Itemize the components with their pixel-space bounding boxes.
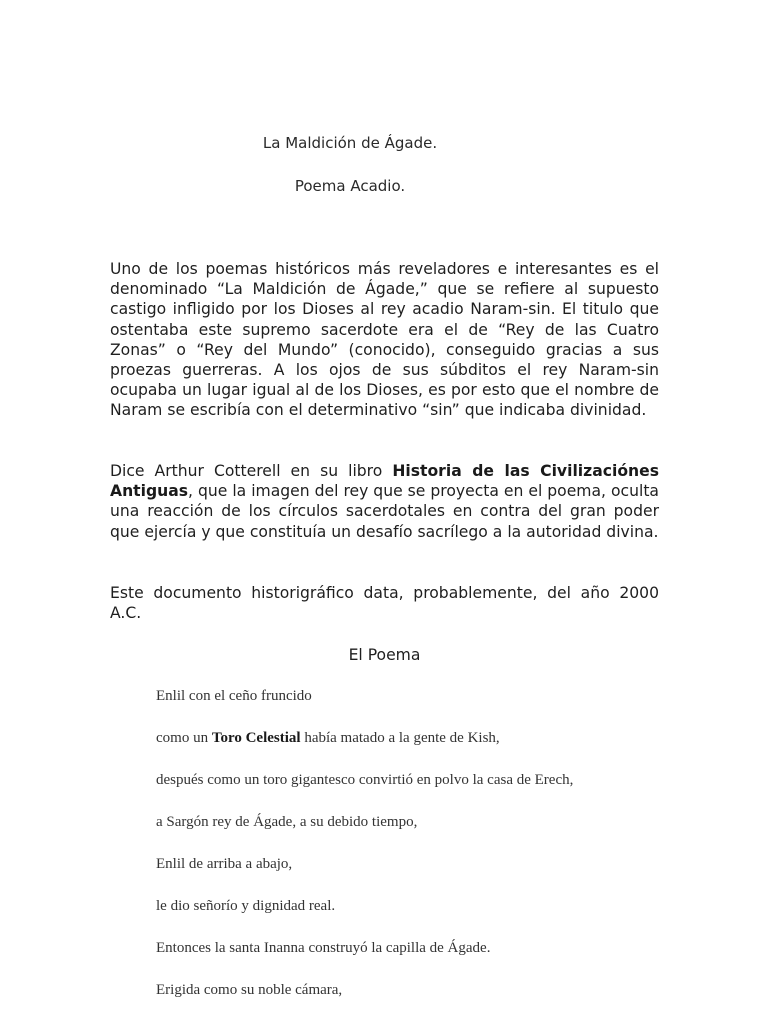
cotterell-paragraph <box>110 461 659 542</box>
date-paragraph: Este documento historigráfico data, probablemente, del año 2000 A.C. <box>110 584 659 623</box>
verse-line: después como un toro gigantesco convirtió en polvo la casa de Erech, <box>156 772 574 788</box>
document-subtitle: Poema Acadio. <box>294 177 406 195</box>
document-title: La Maldición de Ágade. <box>262 134 438 152</box>
verse-line: Enlil con el ceño fruncido <box>156 688 312 704</box>
poem-verses <box>156 686 573 1022</box>
section-title: El Poema <box>348 646 421 664</box>
book-title: Historia de las Civilizaciónes Antiguas <box>110 462 659 501</box>
verse-bold-text: Toro Celestial <box>211 730 301 746</box>
intro-paragraph: Uno de los poemas históricos más reveladores e interesantes es el denominado “La Maldición de Ágade,” que se refiere al supuesto castigo infligido por los Dioses al rey acadio Naram-sin. El titulo que ostentaba este supremo sacerdote era el de “Rey de las Cuatro Zonas” o “Rey del Mundo” (conocido), conseguido gracias a sus proezas guerreras. A los ojos de sus súbditos el rey Naram-sin ocupaba un lugar igual al de los Dioses, es por esto que el nombre de Naram se escribía con el determinativo “sin” que indicaba divinidad. <box>110 260 659 420</box>
verse-line: Entonces la santa Inanna construyó la capilla de Ágade. <box>156 940 491 956</box>
verse-text: había matado a la gente de Kish, <box>300 730 500 746</box>
verse-line: Erigida como su noble cámara, <box>156 982 343 998</box>
verse-line: a Sargón rey de Ágade, a su debido tiempo, <box>156 814 418 830</box>
verse-line: Enlil de arriba a abajo, <box>156 856 293 872</box>
verse-line <box>156 728 573 770</box>
verse-text: como un <box>156 730 212 746</box>
paragraph-text-before: Dice Arthur Cotterell en su libro <box>110 462 393 480</box>
paragraph-text-after: , que la imagen del rey que se proyecta en el poema, oculta una reacción de los círculos sacerdotales en contra del gran poder que ejercía y que constituía un desafío sacrílego a la autoridad divina. <box>110 482 659 541</box>
verse-line: le dio señorío y dignidad real. <box>156 898 336 914</box>
